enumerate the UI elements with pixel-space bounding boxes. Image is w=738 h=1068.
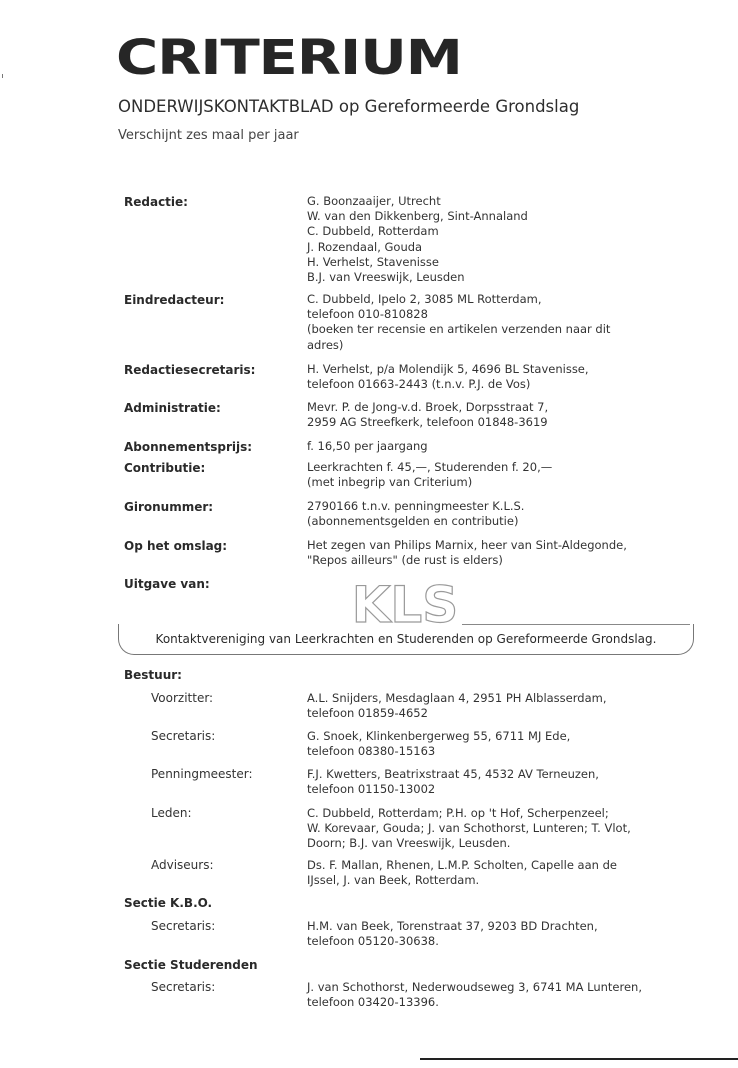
- gironummer-line: 2790166 t.n.v. penningmeester K.L.S.: [307, 499, 525, 513]
- redactie-members: [307, 194, 528, 285]
- redactie-line: G. Boonzaaijer, Utrecht: [307, 194, 441, 208]
- voorzitter-line: telefoon 01859-4652: [307, 706, 428, 721]
- adviseurs-label: Adviseurs:: [151, 858, 214, 872]
- penningmeester-line: telefoon 01150-13002: [307, 782, 436, 797]
- redactiesecretaris-value: [307, 362, 589, 392]
- bestuur-heading: Bestuur:: [124, 668, 182, 682]
- administratie-line: 2959 AG Streefkerk, telefoon 01848-3619: [307, 415, 548, 430]
- omslag-label: Op het omslag:: [124, 539, 228, 553]
- abonnementsprijs-label: Abonnementsprijs:: [124, 440, 253, 454]
- redactiesecretaris-label: Redactiesecretaris:: [124, 363, 256, 377]
- administratie-label: Administratie:: [124, 401, 221, 415]
- administratie-line: Mevr. P. de Jong-v.d. Broek, Dorpsstraat 7,: [307, 400, 549, 414]
- eindredacteur-line: C. Dubbeld, Ipelo 2, 3085 ML Rotterdam,: [307, 292, 542, 306]
- uitgave-label: Uitgave van:: [124, 577, 210, 591]
- redactiesecretaris-line: H. Verhelst, p/a Molendijk 5, 4696 BL Stavenisse,: [307, 362, 589, 376]
- eindredacteur-value: [307, 292, 610, 353]
- contributie-line: (met inbegrip van Criterium): [307, 475, 473, 490]
- contributie-value: [307, 460, 552, 490]
- adviseurs-value: [307, 858, 617, 888]
- secretaris-line: telefoon 08380-15163: [307, 744, 436, 759]
- redactie-line: W. van den Dikkenberg, Sint-Annaland: [307, 209, 528, 224]
- leden-line: W. Korevaar, Gouda; J. van Schothorst, Lunteren; T. Vlot,: [307, 821, 631, 836]
- scan-mark: [2, 74, 3, 78]
- secretaris-label: Secretaris:: [151, 729, 216, 743]
- kbo-secretaris-label: Secretaris:: [151, 919, 216, 933]
- organisation-full-name: Kontaktvereniging van Leerkrachten en Studerenden op Gereformeerde Grondslag.: [155, 632, 657, 646]
- abonnementsprijs-line: f. 16,50 per jaargang: [307, 439, 428, 453]
- leden-line: Doorn; B.J. van Vreeswijk, Leusden.: [307, 836, 511, 851]
- studerenden-secretaris-line: J. van Schothorst, Nederwoudseweg 3, 6741 MA Lunteren,: [307, 980, 642, 994]
- sectie-studerenden-heading: Sectie Studerenden: [124, 958, 258, 972]
- redactie-line: H. Verhelst, Stavenisse: [307, 254, 439, 269]
- kbo-secretaris-line: telefoon 05120-30638.: [307, 934, 439, 949]
- leden-label: Leden:: [151, 806, 192, 820]
- secretaris-value: [307, 729, 570, 759]
- publication-frequency: Verschijnt zes maal per jaar: [118, 128, 299, 143]
- penningmeester-label: Penningmeester:: [151, 767, 253, 781]
- secretaris-line: G. Snoek, Klinkenbergerweg 55, 6711 MJ Ede,: [307, 729, 571, 743]
- omslag-value: [307, 538, 627, 568]
- eindredacteur-label: Eindredacteur:: [124, 293, 225, 307]
- omslag-line: "Repos ailleurs" (de rust is elders): [307, 553, 503, 568]
- sectie-kbo-heading: Sectie K.B.O.: [124, 896, 213, 910]
- gironummer-value: [307, 499, 524, 529]
- abonnementsprijs-value: [307, 439, 428, 454]
- eindredacteur-line: (boeken ter recensie en artikelen verzenden naar dit: [307, 322, 611, 337]
- gironummer-line: (abonnementsgelden en contributie): [307, 514, 519, 529]
- adviseurs-line: Ds. F. Mallan, Rhenen, L.M.P. Scholten, Capelle aan de: [307, 858, 617, 872]
- eindredacteur-line: telefoon 010-810828: [307, 307, 428, 322]
- studerenden-secretaris-line: telefoon 03420-13396.: [307, 995, 439, 1010]
- masthead-title: CRITERIUM: [116, 30, 462, 86]
- leden-value: [307, 806, 631, 852]
- redactie-line: C. Dubbeld, Rotterdam: [307, 224, 439, 239]
- studerenden-secretaris-value: [307, 980, 642, 1010]
- omslag-line: Het zegen van Philips Marnix, heer van Sint-Aldegonde,: [307, 538, 627, 552]
- redactie-line: J. Rozendaal, Gouda: [307, 239, 423, 254]
- kbo-secretaris-line: H.M. van Beek, Torenstraat 37, 9203 BD Drachten,: [307, 919, 598, 933]
- eindredacteur-line: adres): [307, 337, 344, 352]
- penningmeester-value: [307, 767, 599, 797]
- bottom-rule: [420, 1058, 738, 1060]
- adviseurs-line: IJssel, J. van Beek, Rotterdam.: [307, 873, 480, 888]
- kls-logo-text: KLS: [351, 578, 459, 628]
- gironummer-label: Gironummer:: [124, 500, 214, 514]
- kls-logo: [345, 578, 465, 628]
- masthead-subtitle: ONDERWIJSKONTAKTBLAD op Gereformeerde Grondslag: [118, 97, 580, 116]
- penningmeester-line: F.J. Kwetters, Beatrixstraat 45, 4532 AV Terneuzen,: [307, 767, 599, 781]
- leden-line: C. Dubbeld, Rotterdam; P.H. op 't Hof, Scherpenzeel;: [307, 806, 609, 820]
- contributie-label: Contributie:: [124, 461, 206, 475]
- contributie-line: Leerkrachten f. 45,—, Studerenden f. 20,—: [307, 460, 553, 474]
- administratie-value: [307, 400, 548, 430]
- voorzitter-line: A.L. Snijders, Mesdaglaan 4, 2951 PH Alblasserdam,: [307, 691, 607, 705]
- redactie-line: B.J. van Vreeswijk, Leusden: [307, 270, 465, 285]
- voorzitter-label: Voorzitter:: [151, 691, 214, 705]
- redactie-label: Redactie:: [124, 195, 188, 209]
- voorzitter-value: [307, 691, 606, 721]
- studerenden-secretaris-label: Secretaris:: [151, 980, 216, 994]
- kbo-secretaris-value: [307, 919, 598, 949]
- redactiesecretaris-line: telefoon 01663-2443 (t.n.v. P.J. de Vos): [307, 377, 531, 392]
